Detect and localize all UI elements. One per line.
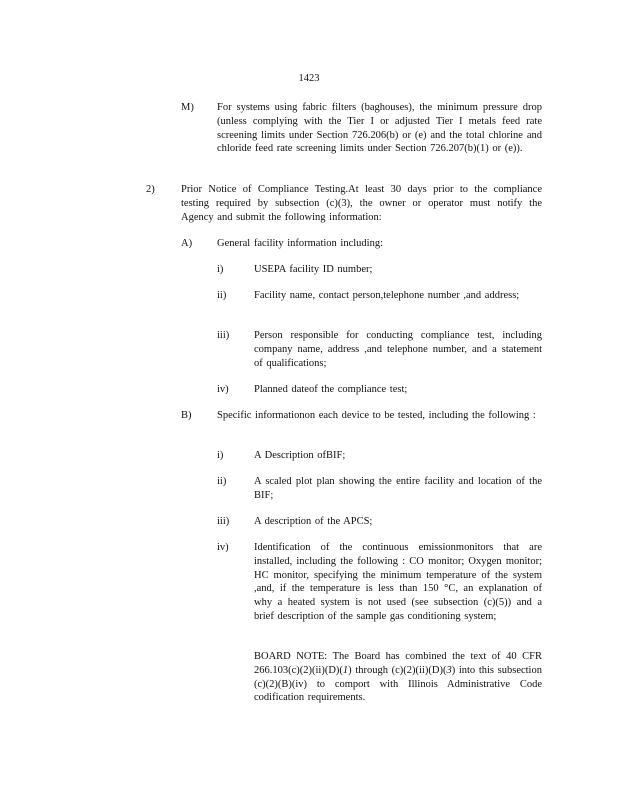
item-label: ii) — [217, 290, 227, 301]
item-text: Planned dateof the compliance test; — [254, 384, 408, 395]
list-item — [217, 541, 542, 624]
paragraph-label: B) — [181, 410, 192, 421]
paragraph-text: General facility information including: — [217, 238, 383, 249]
page-number: 1423 — [298, 73, 320, 84]
item-text: Facility name, contact person,telephone number ,and address; — [254, 290, 520, 301]
list-item — [217, 289, 542, 303]
item-label: iii) — [217, 516, 230, 527]
board-note — [254, 650, 542, 705]
paragraph-m — [181, 101, 542, 156]
paragraph-label: A) — [181, 238, 193, 249]
list-item — [217, 515, 542, 529]
item-label: i) — [217, 264, 224, 275]
item-text: A scaled plot plan showing the entire facility and location of the BIF; — [254, 476, 542, 501]
board-note-text: ) through (c)(2)(ii)(D)( — [348, 664, 447, 676]
paragraph-label: M) — [181, 102, 194, 113]
paragraph-text: For systems using fabric filters (baghouses), the minimum pressure drop (unless complying with the Tier I or adjusted Tier I metals feed rate screening limits under Section 726.206(b) or (e) and the total chlorine and chloride feed rate screening limits under Section 726.207(b)(1) or (e)). — [217, 102, 542, 155]
board-note-italic: 1 — [342, 664, 349, 676]
item-text: A description of the APCS; — [254, 516, 373, 527]
paragraph-b — [181, 409, 542, 423]
list-item — [217, 263, 542, 277]
item-label: i) — [217, 450, 224, 461]
paragraph-text: Prior Notice of Compliance Testing.At least 30 days prior to the compliance testing required by subsection (c)(3), the owner or operator must notify the Agency and submit the following information: — [181, 184, 542, 223]
item-text: Person responsible for conducting compliance test, including company name, address ,and telephone number, and a statement of qualifications; — [254, 330, 542, 369]
list-item — [217, 383, 542, 397]
item-text: Identification of the continuous emissionmonitors that are installed, including the following : CO monitor; Oxygen monitor; HC monitor, specifying the minimum temperature of the system ,and, if the temperature is less than 150 °C, an explanation of why a heated system is not used (see subsection (c)(5)) and a brief description of the sample gas conditioning system; — [254, 542, 542, 622]
item-label: iii) — [217, 330, 230, 341]
paragraph-text: Specific informationon each device to be tested, including the following : — [217, 410, 536, 421]
item-label: ii) — [217, 476, 227, 487]
item-text: USEPA facility ID number; — [254, 264, 373, 275]
item-text: A Description ofBIF; — [254, 450, 346, 461]
list-item — [217, 475, 542, 503]
board-note-italic: 3 — [446, 664, 452, 676]
item-label: iv) — [217, 384, 229, 395]
list-item — [217, 449, 542, 463]
paragraph-2 — [146, 183, 542, 224]
board-note-text: BOARD NOTE: The Board has combined the text of 40 CFR 266.103(c)(2)(ii)(D)( — [254, 651, 542, 676]
item-label: iv) — [217, 542, 229, 553]
list-item — [217, 329, 542, 370]
paragraph-label: 2) — [146, 184, 155, 195]
board-note-text: ) into this subsection (c)(2)(B)(iv) to comport with Illinois Administrative Code codification requirements. — [254, 664, 542, 704]
paragraph-a — [181, 237, 542, 251]
